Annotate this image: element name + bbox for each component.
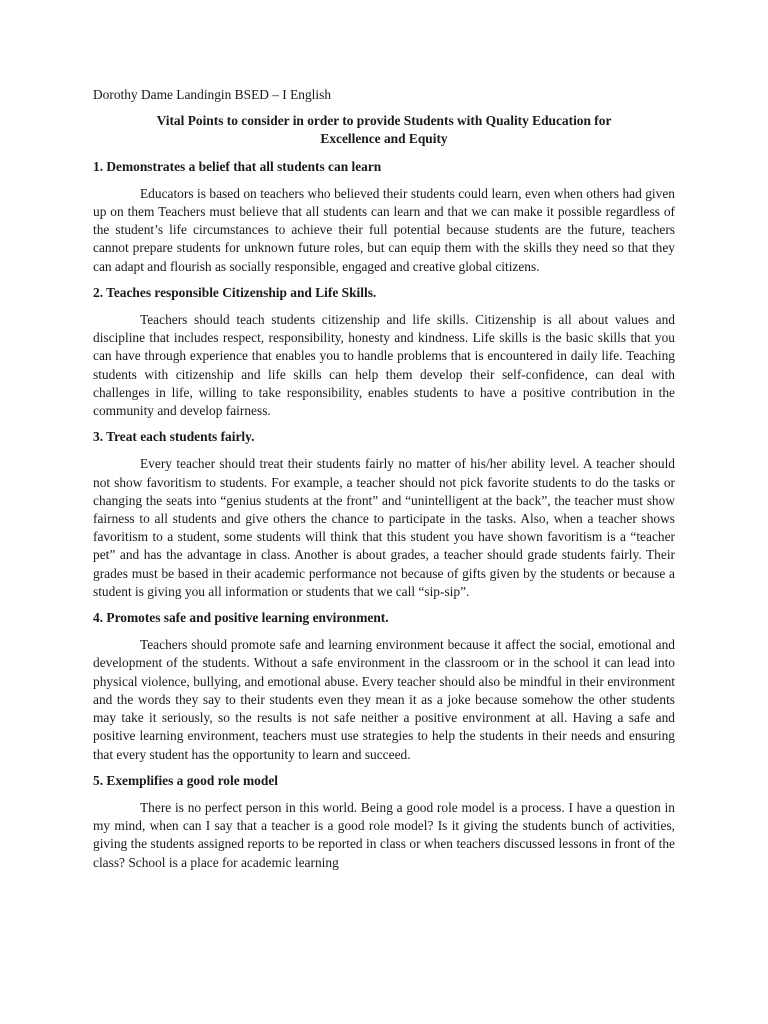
section-1-heading: 1. Demonstrates a belief that all students can learn [93, 158, 382, 174]
section-2-body: Teachers should teach students citizenship and life skills. Citizenship is all about values and discipline that includes respect, responsibility, honesty and kindness. Life skills is the basic skills that you can have through experience that enables you to handle problems that is encountered in daily life. Teaching students with citizenship and life skills can help them develop their self-confidence, can deal with challenges in life, willing to take responsibility, enables students to have a positive contribution in the community and develop fairness. [93, 312, 675, 419]
document-title-line-1: Vital Points to consider in order to provide Students with Quality Education for [156, 113, 612, 129]
document-title [93, 112, 675, 148]
document-page [93, 86, 675, 880]
document-title-line-2: Excellence and Equity [320, 131, 448, 147]
section-4-heading: 4. Promotes safe and positive learning environment. [93, 610, 389, 626]
section-4-body: Teachers should promote safe and learning environment because it affect the social, emotional and development of the students. Without a safe environment in the classroom or in the school it can lead into physical violence, bullying, and emotional abuse. Every teacher should also be mindful in their environment and the words they say to their students even they mean it as a joke because somehow the other students may take it seriously, so the results is not safe neither a positive environment at all. Having a safe and positive learning environment, teachers must use strategies to help the students in their needs and ensuring that every student has the opportunity to learn and succeed. [93, 637, 675, 762]
section-2-heading: 2. Teaches responsible Citizenship and Life Skills. [93, 284, 377, 300]
section-3-heading: 3. Treat each students fairly. [93, 429, 255, 445]
section-5-body: There is no perfect person in this world. Being a good role model is a process. I have a question in my mind, when can I say that a teacher is a good role model? Is it giving the students bunch of activities, giving the students assigned reports to be reported in class or when teachers discussed lessons in front of the class? School is a place for academic learning [93, 799, 675, 870]
section-1-body: Educators is based on teachers who believed their students could learn, even when others had given up on them Teachers must believe that all students can learn and that we can make it possible regardless of the student’s life circumstances to achieve their full potential because students are the future, teachers cannot prepare students for unknown future roles, but can equip them with the skills they need so that they can adapt and flourish as socially responsible, engaged and creative global citizens. [93, 185, 675, 274]
section-3-body: Every teacher should treat their students fairly no matter of his/her ability level. A teacher should not show favoritism to students. For example, a teacher should not pick favorite students to do the tasks or changing the seats into “genius students at the front” and “unintelligent at the back”, the teacher must show fairness to all students and give others the chance to participate in the tasks. Also, when a teacher shows favoritism to a student, some students will think that this student you have shown favoritism is a “teacher pet” and has the advantage in class. Another is about grades, a teacher should grade students fairly. Their grades must be based in their academic performance not because of gifts given by the students or because a student is giving you all information or students that we call “sip-sip”. [93, 456, 675, 599]
section-5-heading: 5. Exemplifies a good role model [93, 772, 278, 788]
author-line: Dorothy Dame Landingin BSED – I English [93, 87, 332, 102]
